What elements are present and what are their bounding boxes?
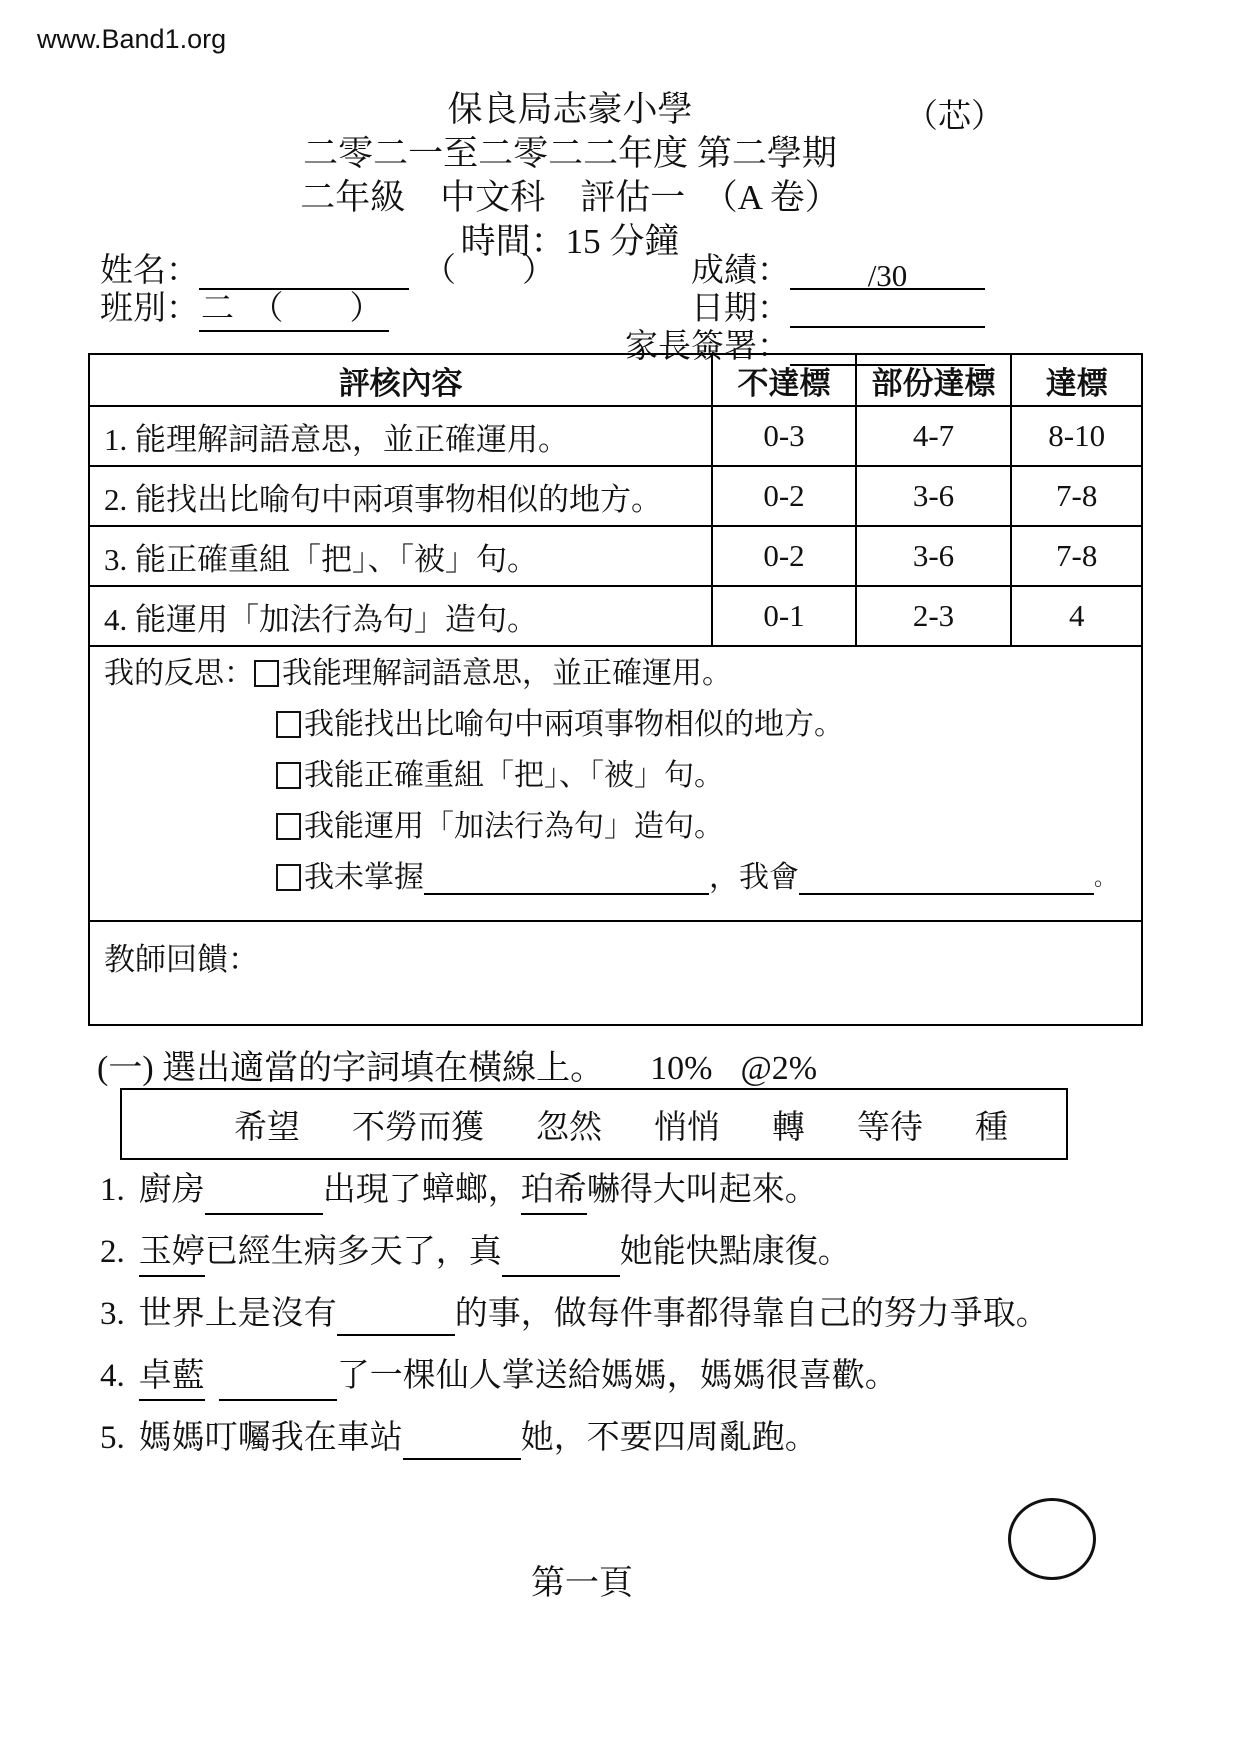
reflection-item: 我能理解詞語意思，並正確運用。 (282, 657, 732, 690)
page-number-circle (1008, 1498, 1096, 1580)
date-label: 日期： (691, 291, 790, 327)
answer-blank (502, 1242, 620, 1277)
question-3 (100, 1292, 1180, 1354)
section-total-marks: 10% (650, 1050, 713, 1087)
rubric-row-3 (89, 526, 1142, 586)
question-number: 5. (100, 1420, 125, 1456)
date-blank (790, 293, 985, 328)
time-limit-line: 時間：15 分鐘 (460, 222, 680, 261)
section-one-instruction: (一) 選出適當的字詞填在橫線上。 (97, 1050, 605, 1087)
met-range: 7-8 (1011, 526, 1142, 586)
score-row (560, 252, 985, 294)
answer-blank (219, 1366, 337, 1401)
question-4 (100, 1354, 1180, 1416)
class-value: 二 (201, 291, 234, 327)
criterion-text: 1. 能理解詞語意思，並正確運用。 (89, 406, 712, 466)
question-text: 了一棵仙人掌送給媽媽，媽媽很喜歡。 (336, 1358, 898, 1394)
word-bank-item: 轉 (772, 1109, 805, 1146)
rubric-row-2 (89, 466, 1142, 526)
checkbox-icon (276, 762, 301, 789)
watermark-url: www.Band1.org (37, 24, 227, 54)
below-range: 0-2 (712, 466, 855, 526)
sentence-period: 。 (1094, 865, 1117, 890)
word-bank-item: 種 (975, 1109, 1008, 1146)
partial-range: 3-6 (856, 526, 1012, 586)
student-info-right (560, 252, 985, 366)
question-list (100, 1168, 1180, 1478)
question-text: 世界上是沒有 (138, 1296, 337, 1332)
word-bank-item: 忽然 (536, 1109, 602, 1146)
name-label: 姓名： (100, 253, 199, 289)
reflection-line-2 (276, 708, 1131, 742)
parent-signature-label: 家長簽署： (625, 329, 790, 365)
reflection-item: 我能正確重組「把」、「被」句。 (304, 759, 724, 792)
reflection-line-4 (276, 810, 1131, 844)
question-text: 已經生病多天了，真 (204, 1234, 502, 1270)
question-text: 嚇得大叫起來。 (586, 1172, 818, 1208)
reflection-cell (89, 646, 1142, 921)
rubric-row-1 (89, 406, 1142, 466)
question-number: 2. (100, 1234, 125, 1270)
score-label: 成績： (691, 253, 790, 289)
checkbox-icon (276, 711, 301, 738)
class-row (100, 290, 555, 332)
rubric-header-row (89, 354, 1142, 406)
name-row (100, 252, 555, 290)
score-blank (790, 257, 985, 294)
met-range: 8-10 (1011, 406, 1142, 466)
page-number-label: 第一頁 (531, 1565, 633, 1602)
year-term-line: 二零二一至二零二二年度 第二學期 (303, 134, 837, 173)
question-5 (100, 1416, 1180, 1478)
reflection-line-3 (276, 759, 1131, 793)
criterion-text: 3. 能正確重組「把」、「被」句。 (89, 526, 712, 586)
class-value-group (199, 290, 389, 332)
question-1 (100, 1168, 1180, 1230)
teacher-feedback-row (89, 921, 1142, 1025)
school-name: 保良局志豪小學 (447, 90, 693, 129)
col-header-below: 不達標 (712, 354, 855, 406)
question-number: 1. (100, 1172, 125, 1208)
question-number: 4. (100, 1358, 125, 1394)
not-mastered-blank (424, 864, 709, 896)
underlined-name: 卓藍 (139, 1354, 205, 1401)
word-bank-item: 悄悄 (654, 1109, 720, 1146)
criterion-text: 2. 能找出比喻句中兩項事物相似的地方。 (89, 466, 712, 526)
met-range: 7-8 (1011, 466, 1142, 526)
teacher-feedback-label: 教師回饋： (104, 942, 259, 977)
question-text: 媽媽叮囑我在車站 (138, 1420, 403, 1456)
student-info-left (100, 252, 555, 332)
reflection-line-1 (104, 657, 1131, 691)
col-header-content: 評核內容 (89, 354, 712, 406)
question-text: 出現了蟑螂， (322, 1172, 521, 1208)
rubric-row-4 (89, 586, 1142, 646)
question-text: 她能快點康復。 (619, 1234, 851, 1270)
question-number: 3. (100, 1296, 125, 1332)
answer-blank (403, 1425, 521, 1460)
met-range: 4 (1011, 586, 1142, 646)
reflection-item: 我能找出比喻句中兩項事物相似的地方。 (304, 708, 844, 741)
reflection-not-mastered-label: 我未掌握 (304, 861, 424, 894)
partial-range: 2-3 (856, 586, 1012, 646)
word-bank-item: 不勞而獲 (352, 1109, 484, 1146)
below-range: 0-1 (712, 586, 855, 646)
reflection-item: 我能運用「加法行為句」造句。 (304, 810, 724, 843)
name-paren: （ ） (423, 253, 555, 289)
answer-blank (205, 1180, 323, 1215)
below-range: 0-2 (712, 526, 855, 586)
word-bank-item: 等待 (857, 1109, 923, 1146)
col-header-partial: 部份達標 (856, 354, 1012, 406)
checkbox-icon (276, 864, 301, 891)
reflection-label: 我的反思： (104, 657, 254, 690)
date-row (560, 290, 985, 328)
checkbox-icon (254, 660, 279, 687)
section-each-marks: @2% (740, 1050, 818, 1087)
grade-subject-line: 二年級 中文科 評估一 （A 卷） (300, 178, 840, 217)
partial-range: 3-6 (856, 466, 1012, 526)
below-range: 0-3 (712, 406, 855, 466)
question-2 (100, 1230, 1180, 1292)
reflection-row (89, 646, 1142, 921)
checkbox-icon (276, 813, 301, 840)
question-text: 她，不要四周亂跑。 (520, 1420, 818, 1456)
rubric-table (88, 353, 1143, 1026)
paper-version-mark: （芯） (905, 99, 1004, 135)
teacher-feedback-cell (89, 921, 1142, 1025)
col-header-met: 達標 (1011, 354, 1142, 406)
underlined-name: 玉婷 (139, 1230, 205, 1277)
reflection-line-5 (276, 861, 1131, 895)
word-bank-item: 希望 (234, 1109, 300, 1146)
question-text: 廚房 (138, 1172, 205, 1208)
question-text: 的事，做每件事都得靠自己的努力爭取。 (454, 1296, 1049, 1332)
reflection-will-label: ，我會 (709, 861, 799, 894)
underlined-name: 珀希 (521, 1168, 587, 1215)
answer-blank (337, 1301, 455, 1336)
will-do-blank (799, 864, 1094, 896)
class-label: 班別： (100, 291, 199, 327)
criterion-text: 4. 能運用「加法行為句」造句。 (89, 586, 712, 646)
section-one-heading (97, 1040, 817, 1089)
partial-range: 4-7 (856, 406, 1012, 466)
name-blank (199, 255, 409, 290)
class-paren: （ ） (267, 291, 383, 327)
score-denominator: /30 (867, 258, 908, 294)
word-bank-box (120, 1088, 1068, 1160)
